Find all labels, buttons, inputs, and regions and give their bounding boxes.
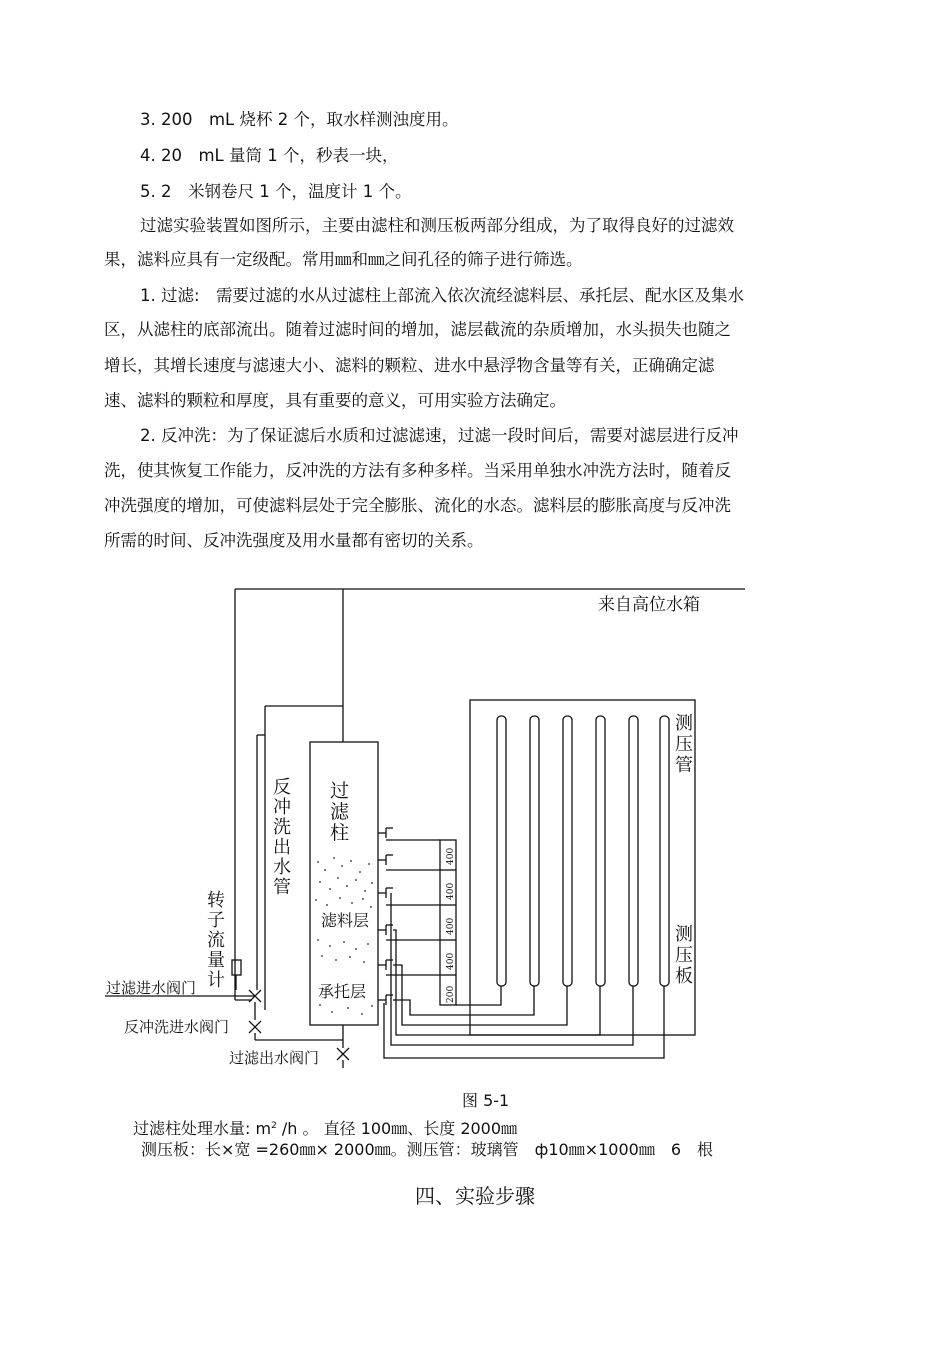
label-inlet-valve: 过滤进水阀门 — [106, 979, 197, 997]
text-line: 4. 20 mL 量筒 1 个，秒表一块， — [140, 146, 399, 165]
svg-text:冲: 冲 — [273, 797, 291, 818]
label-board — [675, 924, 693, 987]
svg-text:计: 计 — [207, 970, 225, 991]
text-line: 洗，使其恢复工作能力，反冲洗的方法有多种多样。当采用单独水冲洗方法时，随着反 — [104, 461, 731, 480]
svg-text:子: 子 — [207, 910, 225, 931]
svg-text:过: 过 — [330, 780, 350, 802]
svg-text:压: 压 — [675, 734, 693, 755]
svg-text:板: 板 — [675, 966, 693, 987]
text-line: 速、滤料的颗粒和厚度，具有重要的意义，可用实验方法确定。 — [104, 391, 566, 410]
label-support-layer: 承托层 — [318, 982, 367, 1001]
svg-text:水: 水 — [273, 857, 291, 878]
dimension-labels — [446, 848, 456, 1003]
spec1-sup: 2 — [271, 1121, 277, 1131]
section-heading: 四、实验步骤 — [415, 1184, 535, 1208]
svg-text:400: 400 — [446, 952, 456, 970]
text-line: 3. 200 mL 烧杯 2 个，取水样测浊度用。 — [140, 110, 459, 129]
svg-text:管: 管 — [675, 755, 693, 776]
svg-text:洗: 洗 — [273, 817, 291, 838]
svg-text:压: 压 — [675, 945, 693, 966]
svg-text:管: 管 — [273, 877, 291, 898]
text-line: 区，从滤柱的底部流出。随着过滤时间的增加，滤层截流的杂质增加，水头损失也随之 — [104, 320, 731, 339]
svg-text:400: 400 — [446, 847, 456, 865]
spec-line-1 — [133, 1116, 517, 1139]
label-filter-column — [330, 780, 350, 844]
label-outlet-valve: 过滤出水阀门 — [229, 1049, 320, 1067]
svg-text:400: 400 — [446, 917, 456, 935]
svg-text:柱: 柱 — [330, 822, 350, 844]
text-line: 增长，其增长速度与滤速大小、滤料的颗粒、进水中悬浮物含量等有关，正确确定滤 — [104, 356, 715, 375]
svg-text:流: 流 — [207, 930, 225, 951]
label-tube — [675, 713, 693, 776]
label-filter-media: 滤料层 — [321, 911, 370, 930]
svg-text:出: 出 — [273, 837, 291, 858]
svg-text:反: 反 — [273, 777, 291, 798]
svg-text:200: 200 — [446, 985, 456, 1003]
text-line: 5. 2 米钢卷尺 1 个，温度计 1 个。 — [140, 182, 412, 201]
text-line: 所需的时间、反冲洗强度及用水量都有密切的关系。 — [104, 531, 484, 550]
svg-text:转: 转 — [207, 890, 225, 911]
label-backwash-out-pipe — [273, 777, 291, 898]
svg-text:测: 测 — [675, 713, 693, 734]
svg-text:测: 测 — [675, 924, 693, 945]
spec1-pre: 过滤柱处理水量: m — [133, 1119, 272, 1138]
spec1-post: /h 。 直径 100㎜、长度 2000㎜ — [276, 1119, 518, 1138]
figure-caption: 图 5-1 — [462, 1091, 510, 1110]
text-line: 2. 反冲洗：为了保证滤后水质和过滤滤速，过滤一段时间后，需要对滤层进行反冲 — [140, 426, 739, 445]
svg-text:400: 400 — [446, 882, 456, 900]
label-rotameter — [207, 890, 225, 991]
text-line: 冲洗强度的增加，可使滤料层处于完全膨胀、流化的水态。滤料层的膨胀高度与反冲洗 — [104, 496, 731, 515]
svg-text:量: 量 — [207, 950, 225, 971]
text-line: 果，滤料应具有一定级配。常用㎜和㎜之间孔径的筛子进行筛选。 — [104, 250, 583, 269]
spec-line-2: 测压板：长×宽 =260㎜× 2000㎜。测压管：玻璃管 ф10㎜×1000㎜ 6 根 — [141, 1140, 713, 1159]
label-tank: 来自高位水箱 — [598, 595, 700, 615]
text-line: 1. 过滤: 需要过滤的水从过滤柱上部流入依次流经滤料层、承托层、配水区及集水 — [140, 286, 745, 305]
svg-text:滤: 滤 — [330, 801, 350, 823]
text-line: 过滤实验装置如图所示，主要由滤柱和测压板两部分组成，为了取得良好的过滤效 — [140, 216, 734, 235]
label-backwash-valve: 反冲洗进水阀门 — [124, 1018, 230, 1036]
